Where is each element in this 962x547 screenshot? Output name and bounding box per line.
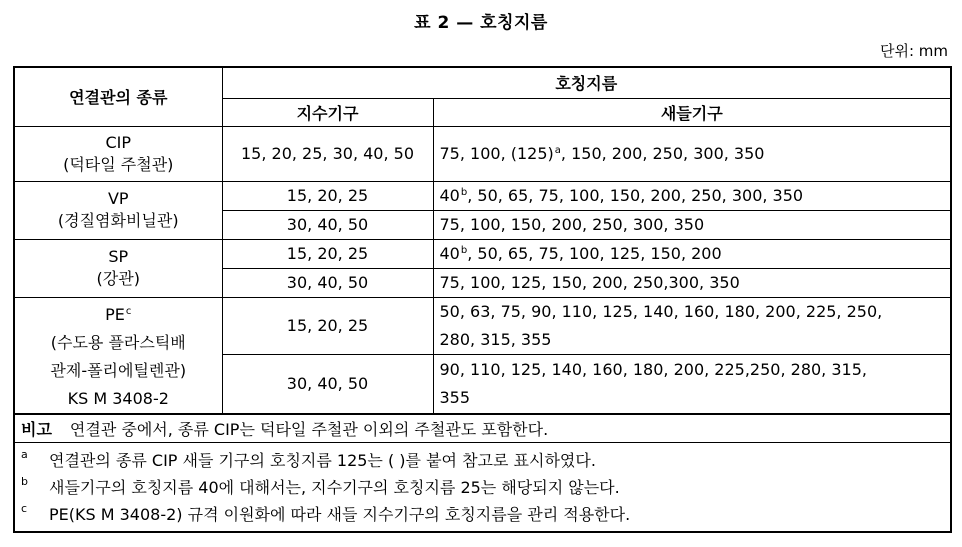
footnote-c <box>21 500 944 527</box>
table-title: 표 2 — 호칭지름 <box>414 13 548 33</box>
cell-branch: 15, 20, 25, 30, 40, 50 <box>222 126 433 181</box>
cell-type-vp <box>14 181 222 239</box>
cell-saddle: 40$^b$, 50, 65, 75, 100, 150, 200, 250, 300, 350 <box>433 181 951 210</box>
footnotes <box>14 443 951 533</box>
footnote-ref: c <box>125 305 132 317</box>
footnote-mark: a <box>21 448 28 461</box>
type-code: VP <box>107 189 129 208</box>
cell-saddle: 50, 63, 75, 90, 110, 125, 140, 160, 180, 200, 225, 250, 280, 315, 355 <box>433 297 951 355</box>
footnote-mark: c <box>21 502 28 515</box>
type-code: SP <box>108 247 129 266</box>
cell-branch: 30, 40, 50 <box>222 268 433 297</box>
header-branch: 지수기구 <box>222 98 433 126</box>
cell-branch: 30, 40, 50 <box>222 355 433 414</box>
cell-branch: 15, 20, 25 <box>222 239 433 268</box>
footnote-mark: b <box>21 475 28 488</box>
type-desc: (덕타일 주철관) <box>63 154 174 174</box>
footnote-b <box>21 473 944 500</box>
footnote-ref: a <box>554 145 561 156</box>
cell-branch: 15, 20, 25 <box>222 297 433 355</box>
cell-branch: 15, 20, 25 <box>222 181 433 210</box>
footnote-text: 새들기구의 호칭지름 40에 대해서는, 지수기구의 호칭지름 25는 해당되지 않는다. <box>49 478 620 497</box>
header-nominal: 호칭지름 <box>222 67 951 98</box>
note-label: 비고 <box>21 419 52 439</box>
nominal-diameter-table <box>13 66 952 533</box>
note <box>14 414 951 443</box>
footnote-text: PE(KS M 3408-2) 규격 이원화에 따라 새들 지수기구의 호칭지름을 관리 적용한다. <box>49 505 631 524</box>
type-desc: (경질염화비닐관) <box>57 211 179 230</box>
footnote-text: 연결관의 종류 CIP 새들 기구의 호칭지름 125는 ( )를 붙여 참고로 표시하였다. <box>49 451 596 470</box>
cell-saddle: 90, 110, 125, 140, 160, 180, 200, 225,250, 280, 315, 355 <box>433 355 951 414</box>
footnote-ref: b <box>460 187 468 198</box>
header-saddle: 새들기구 <box>433 98 951 126</box>
note-text: 연결관 중에서, 종류 CIP는 덕타일 주철관 이외의 주철관도 포함한다. <box>69 419 549 439</box>
type-standard: KS M 3408-2 <box>67 388 169 408</box>
header-type: 연결관의 종류 <box>14 67 222 126</box>
unit-label: 단위: mm <box>879 42 948 60</box>
cell-type-sp <box>14 239 222 297</box>
cell-saddle: 75, 100, 125, 150, 200, 250,300, 350 <box>433 268 951 297</box>
cell-saddle: 40$^b$, 50, 65, 75, 100, 125, 150, 200 <box>433 239 951 268</box>
type-code: PE <box>105 304 125 324</box>
cell-type-cip <box>14 126 222 181</box>
cell-saddle: 75, 100, $(125)^a$, 150, 200, 250, 300, 350 <box>433 126 951 181</box>
type-code: CIP <box>105 132 132 152</box>
footnote-a <box>21 446 944 473</box>
cell-branch: 30, 40, 50 <box>222 210 433 239</box>
cell-saddle: 75, 100, 150, 200, 250, 300, 350 <box>433 210 951 239</box>
type-desc: (수도용 플라스틱배 <box>50 332 186 352</box>
type-desc: 관제-폴리에틸렌관) <box>50 360 187 380</box>
cell-type-pe <box>14 297 222 414</box>
footnote-ref: b <box>460 245 468 256</box>
type-desc: (강관) <box>96 269 140 288</box>
